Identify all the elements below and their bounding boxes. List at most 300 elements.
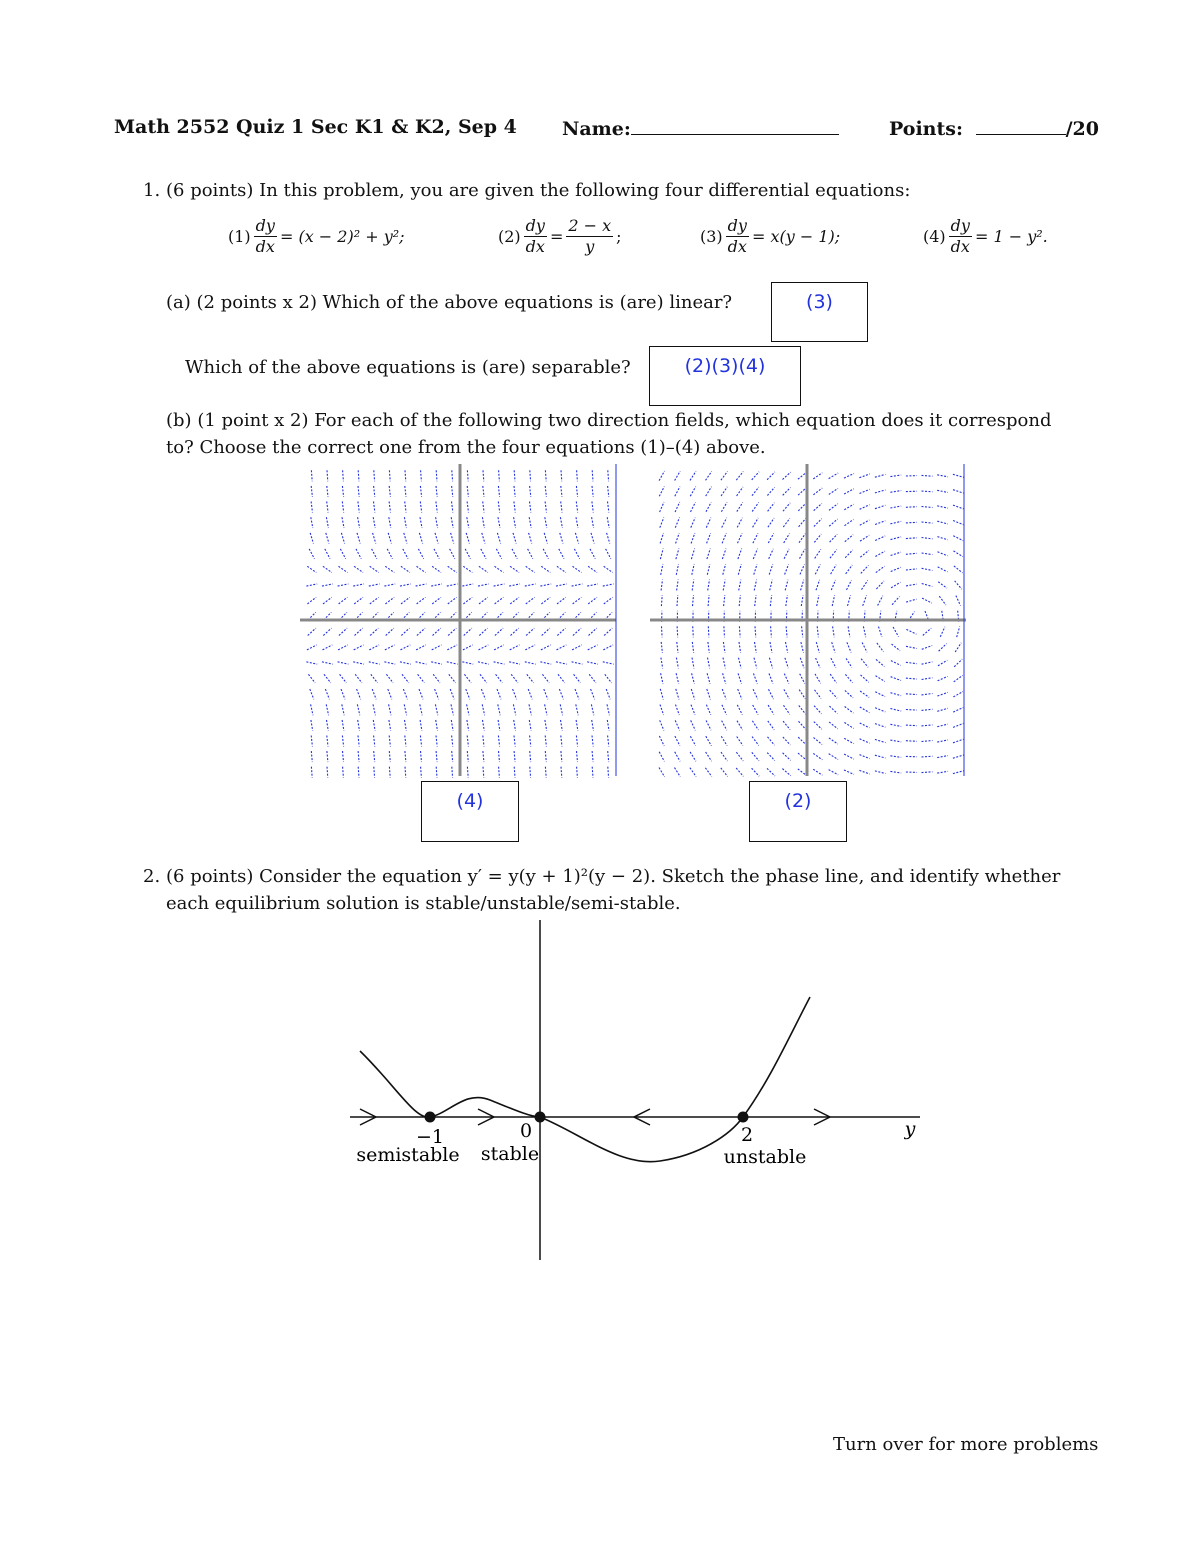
slope-mark: [767, 753, 775, 761]
slope-mark: [890, 771, 901, 773]
slope-mark: [450, 549, 455, 559]
slope-mark: [675, 736, 680, 746]
slope-mark: [723, 673, 726, 684]
slope-mark: [830, 690, 837, 698]
slope-mark: [817, 626, 818, 637]
slope-mark: [560, 517, 562, 528]
slope-mark: [938, 660, 947, 666]
slope-mark: [311, 486, 312, 497]
slope-mark: [310, 533, 313, 544]
slope-mark: [358, 736, 359, 747]
slope-mark: [556, 662, 567, 664]
slope-mark: [588, 566, 597, 572]
slope-mark: [525, 645, 535, 650]
slope-mark: [436, 486, 437, 497]
slope-mark: [829, 754, 838, 760]
slope-mark: [721, 471, 728, 480]
slope-mark: [863, 626, 865, 637]
slope-mark: [530, 767, 531, 778]
slope-mark: [353, 584, 364, 586]
slope-mark: [452, 470, 453, 481]
part-b-question-line2: to? Choose the correct one from the four equations (1)–(4) above.: [166, 437, 766, 458]
slope-mark: [814, 738, 823, 745]
slope-mark: [906, 694, 917, 695]
part-b-question-line1: [166, 408, 1052, 434]
slope-mark: [953, 692, 963, 697]
slope-mark: [530, 751, 531, 762]
slope-mark: [308, 674, 315, 683]
slope-mark: [708, 595, 709, 606]
slope-mark: [708, 642, 709, 653]
slope-mark: [529, 720, 531, 731]
slope-mark: [722, 721, 727, 731]
slope-mark: [403, 549, 408, 559]
slope-mark: [464, 628, 472, 635]
slope-mark: [922, 741, 933, 742]
slope-mark: [798, 472, 807, 479]
slope-mark: [576, 736, 577, 747]
slope-mark: [448, 597, 457, 604]
slope-mark: [830, 674, 836, 683]
derivative-fraction: $\frac{dy}{dx}$: [727, 216, 747, 256]
slope-mark: [420, 704, 422, 715]
slope-mark: [574, 549, 579, 559]
slope-mark: [405, 720, 407, 731]
slope-mark: [358, 517, 360, 528]
slope-mark: [357, 704, 359, 715]
slope-mark: [768, 533, 773, 543]
slope-mark: [479, 645, 489, 650]
slope-mark: [675, 768, 681, 777]
slope-mark: [432, 566, 441, 572]
slope-mark: [754, 673, 758, 683]
slope-mark: [529, 533, 532, 544]
slope-mark: [495, 628, 503, 635]
slope-mark: [386, 628, 394, 635]
slope-mark: [608, 470, 609, 481]
slope-mark: [357, 533, 360, 544]
slope-mark: [660, 518, 664, 528]
slope-mark: [813, 488, 822, 495]
slope-mark: [738, 564, 741, 575]
slope-mark: [309, 549, 314, 559]
slope-mark: [739, 658, 742, 669]
slope-mark: [721, 768, 728, 777]
slope-mark: [953, 505, 963, 509]
slope-mark: [400, 662, 411, 664]
slope-mark: [374, 470, 375, 481]
equation-rhs: = 1 − y².: [974, 227, 1048, 246]
slope-mark: [389, 720, 391, 731]
equals-sign: =: [549, 227, 564, 246]
equilibrium-value: 0: [519, 1120, 533, 1142]
slope-mark: [559, 689, 563, 699]
slope-mark: [770, 595, 771, 606]
slope-mark: [829, 722, 838, 729]
slope-mark: [540, 584, 551, 586]
slope-mark: [387, 549, 392, 559]
slope-mark: [574, 674, 581, 683]
slope-mark: [755, 595, 756, 606]
slope-mark: [798, 488, 806, 495]
derivative-fraction: $\frac{dy}{dx}$: [255, 216, 275, 256]
slope-mark: [848, 595, 851, 606]
slope-mark: [545, 736, 546, 747]
slope-mark: [405, 486, 406, 497]
slope-mark: [311, 751, 312, 762]
slope-mark: [577, 470, 578, 481]
slope-mark: [530, 736, 531, 747]
slope-mark: [675, 752, 680, 762]
slope-mark: [389, 736, 390, 747]
equation-label: (3): [700, 227, 723, 246]
slope-mark: [307, 566, 316, 572]
slope-mark: [327, 486, 328, 497]
slope-mark: [467, 720, 469, 731]
slope-mark: [311, 736, 312, 747]
slope-mark: [604, 628, 612, 635]
problem2-number: 2.: [143, 866, 161, 887]
slope-mark: [783, 518, 790, 527]
slope-mark: [906, 725, 917, 726]
slope-mark: [737, 487, 743, 496]
slope-mark: [722, 549, 726, 559]
slope-mark: [545, 720, 547, 731]
slope-mark: [661, 658, 663, 669]
slope-mark: [660, 549, 663, 560]
slope-mark: [370, 566, 379, 572]
slope-mark: [374, 736, 375, 747]
slope-mark: [798, 737, 806, 745]
slope-mark: [436, 517, 438, 528]
slope-mark: [705, 768, 711, 777]
slope-mark: [906, 678, 917, 679]
slope-mark: [420, 736, 421, 747]
slope-mark: [433, 674, 440, 683]
points-label: Points:: [889, 118, 963, 140]
slope-mark: [560, 704, 562, 715]
slope-mark: [752, 487, 759, 496]
slope-mark: [418, 549, 423, 559]
slope-mark: [890, 740, 901, 742]
slope-mark: [692, 642, 693, 653]
slope-mark: [311, 704, 313, 715]
slope-mark: [861, 675, 869, 682]
slope-mark: [530, 502, 531, 513]
slope-mark: [875, 692, 885, 697]
slope-mark: [906, 629, 916, 634]
slope-mark: [498, 502, 499, 513]
slope-mark: [861, 659, 868, 668]
slope-mark: [341, 533, 344, 544]
slope-mark: [875, 755, 886, 758]
slope-mark: [389, 502, 390, 513]
answer-box-linear[interactable]: (3): [771, 282, 868, 342]
slope-mark: [606, 689, 610, 699]
slope-mark: [848, 626, 850, 637]
slope-mark: [723, 658, 725, 669]
slope-mark: [875, 490, 886, 493]
slope-mark: [922, 694, 933, 695]
slope-mark: [829, 519, 837, 526]
slope-mark: [783, 472, 791, 479]
slope-mark: [607, 533, 610, 544]
footer-note: Turn over for more problems: [833, 1434, 1099, 1455]
slope-mark: [862, 643, 867, 653]
slope-mark: [526, 566, 535, 572]
slope-mark: [922, 709, 933, 710]
slope-mark: [753, 518, 759, 527]
slope-mark: [708, 580, 710, 591]
slope-mark: [431, 584, 442, 586]
slope-mark: [603, 662, 614, 664]
slope-mark: [405, 470, 406, 481]
slope-mark: [752, 503, 758, 512]
slope-mark: [448, 566, 457, 572]
slope-mark: [481, 549, 486, 559]
slope-mark: [514, 517, 516, 528]
slope-mark: [676, 705, 680, 715]
slope-mark: [770, 580, 773, 591]
slope-mark: [311, 470, 312, 481]
slope-mark: [814, 722, 822, 730]
equilibrium-dot-0: [535, 1112, 546, 1123]
slope-mark: [691, 518, 695, 528]
derivative-fraction: $\frac{dy}{dx}$: [525, 216, 545, 256]
slope-mark: [859, 474, 869, 478]
slope-mark: [526, 628, 534, 635]
rhs-fraction: $\frac{2 - x}{y}$: [568, 216, 612, 256]
slope-mark: [513, 689, 517, 699]
slope-mark: [545, 517, 547, 528]
slope-mark: [799, 518, 806, 526]
slope-mark: [434, 549, 439, 559]
slope-mark: [707, 549, 710, 559]
slope-mark: [754, 658, 757, 669]
equilibrium-dot-neg1: [425, 1112, 436, 1123]
slope-mark: [478, 584, 489, 586]
slope-mark: [592, 736, 593, 747]
slope-mark: [922, 646, 932, 650]
slope-mark: [862, 580, 868, 589]
slope-mark: [435, 533, 438, 544]
slope-mark: [561, 470, 562, 481]
slope-mark: [608, 736, 609, 747]
slope-mark: [876, 566, 885, 572]
slope-mark: [953, 755, 964, 758]
slope-mark: [814, 706, 821, 714]
name-label: Name:: [562, 118, 631, 140]
equilibrium-label: unstable: [723, 1146, 807, 1168]
slope-mark: [404, 533, 407, 544]
slope-mark: [677, 626, 678, 637]
slope-mark: [800, 549, 805, 559]
slope-mark: [875, 708, 885, 712]
slope-mark: [815, 690, 822, 699]
slope-mark: [753, 689, 758, 699]
slope-mark: [452, 486, 453, 497]
slope-mark: [798, 503, 806, 511]
slope-mark: [374, 486, 375, 497]
slope-mark: [752, 472, 759, 480]
slope-mark: [938, 567, 948, 572]
slope-mark: [462, 662, 473, 664]
slope-mark: [545, 470, 546, 481]
slope-mark: [660, 705, 664, 715]
slope-mark: [603, 584, 614, 586]
slope-mark: [451, 720, 453, 731]
slope-mark: [891, 537, 902, 540]
slope-mark: [389, 470, 390, 481]
slope-mark: [799, 706, 806, 715]
slope-mark: [542, 674, 549, 683]
answer-box-field-2[interactable]: (2): [749, 781, 847, 842]
direction-field-1: [298, 462, 618, 778]
slope-mark: [922, 678, 933, 680]
part-b-label: (b): [166, 410, 192, 431]
slope-mark: [724, 595, 725, 606]
slope-mark: [498, 704, 500, 715]
slope-mark: [494, 584, 505, 586]
slope-mark: [753, 533, 758, 543]
slope-mark: [798, 769, 807, 776]
slope-mark: [592, 470, 593, 481]
slope-mark: [592, 486, 593, 497]
slope-mark: [525, 584, 536, 586]
slope-mark: [373, 720, 375, 731]
slope-mark: [325, 689, 329, 699]
slope-mark: [479, 566, 488, 572]
slope-mark: [721, 502, 727, 511]
slope-mark: [786, 642, 788, 653]
slope-mark: [660, 533, 663, 543]
slope-mark: [661, 673, 663, 684]
slope-mark: [738, 673, 741, 683]
slope-mark: [561, 502, 562, 513]
slope-mark: [830, 534, 838, 542]
slope-mark: [739, 626, 740, 637]
slope-mark: [875, 724, 885, 728]
slope-mark: [467, 736, 468, 747]
equation-rhs: = (x − 2)² + y²;: [279, 227, 405, 246]
slope-mark: [311, 720, 313, 731]
slope-mark: [890, 506, 901, 508]
slope-mark: [512, 549, 517, 559]
slope-mark: [561, 767, 562, 778]
slope-mark: [355, 674, 362, 683]
slope-mark: [923, 628, 931, 635]
slope-mark: [417, 628, 425, 635]
points-field: [889, 116, 1099, 140]
slope-mark: [342, 704, 344, 715]
slope-mark: [723, 564, 726, 575]
part-a-q1-text: (2 points x 2) Which of the above equations is (are) linear?: [196, 292, 733, 313]
slope-mark: [573, 566, 582, 572]
answer-box-separable[interactable]: (2)(3)(4): [649, 346, 801, 406]
slope-mark: [343, 767, 344, 778]
slope-mark: [514, 486, 515, 497]
quiz-title: Math 2552 Quiz 1 Sec K1 & K2, Sep 4: [114, 116, 517, 138]
slope-mark: [875, 505, 885, 508]
slope-mark: [722, 705, 727, 715]
slope-mark: [829, 488, 838, 494]
slope-mark: [845, 674, 852, 682]
points-total: /20: [1065, 118, 1099, 140]
slope-mark: [541, 597, 550, 604]
problem1-intro: (6 points) In this problem, you are given the following four differential equations:: [166, 180, 911, 201]
slope-mark: [693, 626, 694, 637]
slope-mark: [844, 754, 854, 759]
slope-mark: [955, 643, 961, 652]
slope-mark: [659, 768, 665, 777]
slope-mark: [768, 705, 774, 714]
slope-mark: [693, 595, 694, 606]
slope-mark: [801, 642, 804, 653]
slope-mark: [722, 518, 727, 528]
slope-mark: [496, 674, 503, 683]
slope-mark: [785, 658, 788, 668]
slope-mark: [589, 628, 597, 635]
slope-mark: [739, 580, 741, 591]
slope-mark: [752, 721, 758, 730]
slope-mark: [478, 662, 489, 664]
slope-mark: [737, 518, 742, 528]
slope-mark: [769, 549, 774, 559]
slope-mark: [801, 595, 803, 606]
slope-mark: [450, 689, 454, 699]
slope-mark: [768, 503, 775, 512]
slope-mark: [509, 662, 520, 664]
problem1-number: 1.: [143, 180, 161, 201]
part-a-label: (a): [166, 292, 191, 313]
slope-mark: [358, 502, 359, 513]
slope-mark: [591, 689, 595, 699]
answer-box-field-1[interactable]: (4): [421, 781, 519, 842]
slope-mark: [358, 720, 360, 731]
slope-mark: [783, 721, 790, 730]
slope-mark: [906, 507, 917, 508]
slope-mark: [371, 674, 378, 683]
slope-mark: [954, 551, 963, 557]
equilibrium-label: semistable: [356, 1144, 460, 1166]
slope-mark: [327, 751, 328, 762]
derivative-fraction: $\frac{dy}{dx}$: [950, 216, 970, 256]
slope-mark: [404, 704, 406, 715]
slope-mark: [529, 704, 531, 715]
slope-mark: [327, 720, 329, 731]
slope-mark: [557, 628, 565, 635]
slope-mark: [322, 662, 333, 664]
slope-mark: [813, 473, 822, 479]
slope-mark: [785, 564, 789, 574]
slope-mark: [540, 662, 551, 664]
slope-mark: [922, 522, 933, 523]
slope-mark: [340, 549, 345, 559]
slope-mark: [467, 767, 468, 778]
slope-mark: [436, 502, 437, 513]
slope-mark: [814, 519, 822, 527]
slope-mark: [799, 534, 805, 543]
slope-mark: [755, 626, 756, 637]
slope-mark: [589, 674, 596, 683]
slope-mark: [859, 770, 869, 774]
slope-mark: [341, 689, 345, 699]
slope-mark: [800, 674, 805, 684]
slope-mark: [544, 689, 548, 699]
slope-mark: [420, 502, 421, 513]
slope-mark: [372, 549, 377, 559]
slope-mark: [954, 675, 963, 681]
